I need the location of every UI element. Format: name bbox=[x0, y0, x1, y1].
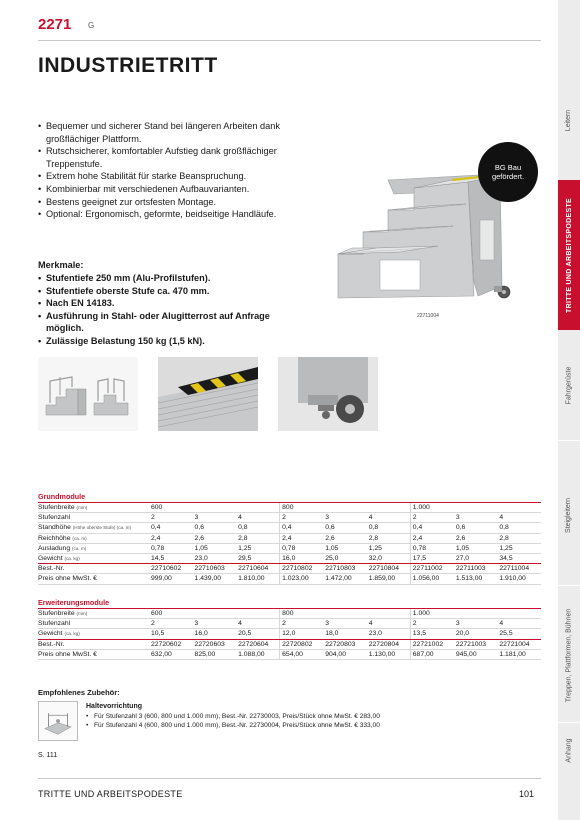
row-label-text: Stufenzahl bbox=[38, 514, 71, 522]
feature-item: • Extrem hohe Stabilität für starke Beanspruchung. bbox=[38, 170, 283, 183]
page-title: INDUSTRIETRITT bbox=[38, 54, 218, 77]
table-row bbox=[38, 523, 541, 533]
table-cell: 3 bbox=[323, 513, 367, 523]
merkmale-heading: Merkmale: bbox=[38, 260, 84, 270]
grundmodule-table bbox=[38, 503, 541, 585]
haltevorrichtung-image bbox=[38, 701, 78, 741]
merkmal-item: • Zulässige Belastung 150 kg (1,5 kN). bbox=[38, 335, 288, 348]
table-cell: 4 bbox=[497, 619, 541, 629]
table-cell: 1.023,00 bbox=[280, 574, 324, 584]
table-cell: 1.810,00 bbox=[236, 574, 280, 584]
table-cell: 4 bbox=[236, 513, 280, 523]
table-cell: 3 bbox=[193, 619, 237, 629]
table-cell: 3 bbox=[323, 619, 367, 629]
table-cell: 4 bbox=[367, 619, 411, 629]
footer-divider bbox=[38, 778, 541, 779]
table-cell: 945,00 bbox=[454, 649, 498, 659]
side-tab-divider bbox=[558, 440, 580, 441]
row-label bbox=[38, 564, 149, 574]
table-cell: 22710803 bbox=[323, 564, 367, 574]
table-cell: 32,0 bbox=[367, 554, 411, 564]
table-cell bbox=[323, 503, 367, 513]
row-label bbox=[38, 639, 149, 649]
table-cell: 18,0 bbox=[323, 629, 367, 639]
side-tab-fahrgerueste[interactable]: Fahrgerüste bbox=[565, 366, 573, 404]
table-cell: 1.130,00 bbox=[367, 649, 411, 659]
table-cell: 12,0 bbox=[280, 629, 324, 639]
table-cell: 2 bbox=[280, 513, 324, 523]
table-cell: 22720802 bbox=[280, 639, 324, 649]
table-cell: 600 bbox=[149, 609, 193, 619]
table-cell: 1.439,00 bbox=[193, 574, 237, 584]
table-row bbox=[38, 503, 541, 513]
table-cell: 0,6 bbox=[323, 523, 367, 533]
table-cell: 16,0 bbox=[193, 629, 237, 639]
table-cell bbox=[497, 609, 541, 619]
side-tab-bar bbox=[558, 0, 580, 820]
table-cell: 14,5 bbox=[149, 554, 193, 564]
row-label-text: Stufenbreite bbox=[38, 504, 75, 511]
page-reference[interactable]: S. 111 bbox=[38, 752, 58, 759]
table-row bbox=[38, 629, 541, 639]
table-cell: 1.000 bbox=[410, 609, 454, 619]
table-cell: 22720604 bbox=[236, 639, 280, 649]
table-cell: 2,4 bbox=[280, 533, 324, 543]
product-image-code: 22711004 bbox=[417, 313, 439, 319]
footer-section: TRITTE UND ARBEITSPODESTE bbox=[38, 789, 183, 799]
table-cell: 22710603 bbox=[193, 564, 237, 574]
table-row bbox=[38, 609, 541, 619]
table-cell: 34,5 bbox=[497, 554, 541, 564]
table-row bbox=[38, 639, 541, 649]
table-cell: 600 bbox=[149, 503, 193, 513]
table-cell: 22721004 bbox=[497, 639, 541, 649]
table-cell: 0,8 bbox=[497, 523, 541, 533]
row-label bbox=[38, 503, 149, 513]
merkmal-item: • Stufentiefe 250 mm (Alu-Profilstufen). bbox=[38, 272, 288, 285]
table-cell: 1.859,00 bbox=[367, 574, 411, 584]
feature-item: • Optional: Ergonomisch, geformte, beidseitige Handläufe. bbox=[38, 208, 283, 221]
row-label bbox=[38, 609, 149, 619]
table-cell: 20,0 bbox=[454, 629, 498, 639]
table-row bbox=[38, 649, 541, 659]
table-cell: 0,4 bbox=[280, 523, 324, 533]
row-label bbox=[38, 523, 149, 533]
table-cell: 0,78 bbox=[410, 543, 454, 553]
row-unit: (ca. m) bbox=[72, 535, 87, 541]
table-cell: 2,8 bbox=[236, 533, 280, 543]
side-tab-divider bbox=[558, 722, 580, 723]
erweiterungsmodule-table-section bbox=[38, 598, 541, 660]
thumbnail-combination-variants bbox=[38, 357, 138, 431]
table-cell: 2,8 bbox=[367, 533, 411, 543]
row-label bbox=[38, 574, 149, 584]
table-cell: 3 bbox=[454, 513, 498, 523]
table-row bbox=[38, 513, 541, 523]
thumbnail-step-profile-detail bbox=[158, 357, 258, 431]
side-tab-leitern[interactable]: Leitern bbox=[565, 109, 573, 131]
row-label bbox=[38, 533, 149, 543]
table-cell: 2 bbox=[280, 619, 324, 629]
table-cell: 2,8 bbox=[497, 533, 541, 543]
table-cell: 3 bbox=[193, 513, 237, 523]
table-cell: 632,00 bbox=[149, 649, 193, 659]
feature-item: • Rutschsicherer, komfortabler Aufstieg dank großflächiger Treppenstufe. bbox=[38, 145, 283, 170]
side-tab-anhang[interactable]: Anhang bbox=[565, 737, 573, 763]
table-cell: 2 bbox=[410, 513, 454, 523]
table-cell: 16,0 bbox=[280, 554, 324, 564]
table-cell bbox=[236, 609, 280, 619]
row-label-text: Standhöhe bbox=[38, 524, 71, 532]
table-cell: 800 bbox=[280, 503, 324, 513]
catalog-number: 2271 bbox=[38, 16, 72, 33]
table-cell: 1,25 bbox=[367, 543, 411, 553]
table-cell: 25,5 bbox=[497, 629, 541, 639]
table-cell: 1,05 bbox=[454, 543, 498, 553]
table-cell: 4 bbox=[367, 513, 411, 523]
row-unit: (mm) bbox=[76, 505, 88, 510]
table-cell: 22720804 bbox=[367, 639, 411, 649]
row-unit: (ca. kg) bbox=[64, 631, 80, 637]
row-label bbox=[38, 543, 149, 553]
row-label-text: Stufenbreite bbox=[38, 610, 75, 617]
table-cell: 0,6 bbox=[454, 523, 498, 533]
accessory-name: Haltevorrichtung bbox=[86, 703, 143, 710]
table-cell: 2,6 bbox=[454, 533, 498, 543]
table-row bbox=[38, 543, 541, 553]
row-unit: (Höhe oberste Stufe) (ca. m) bbox=[72, 525, 131, 531]
table-cell: 825,00 bbox=[193, 649, 237, 659]
erweiterungsmodule-heading: Erweiterungsmodule bbox=[38, 598, 110, 607]
table-cell: 22711003 bbox=[454, 564, 498, 574]
table-cell: 1,25 bbox=[236, 543, 280, 553]
table-cell: 1.513,00 bbox=[454, 574, 498, 584]
table-cell: 22720603 bbox=[193, 639, 237, 649]
table-cell: 2 bbox=[149, 619, 193, 629]
table-cell: 687,00 bbox=[410, 649, 454, 659]
table-cell: 0,78 bbox=[280, 543, 324, 553]
erweiterungsmodule-table bbox=[38, 609, 541, 660]
accessory-item: • Für Stufenzahl 4 (600, 800 und 1.000 mm), Best.-Nr. 22730004, Preis/Stück ohne MwSt. € 333,00 bbox=[86, 721, 380, 730]
table-cell: 1,25 bbox=[497, 543, 541, 553]
table-cell: 22721003 bbox=[454, 639, 498, 649]
row-label-text: Reichhöhe bbox=[38, 534, 71, 542]
table-cell: 2,4 bbox=[410, 533, 454, 543]
row-label-text: Stufenzahl bbox=[38, 620, 71, 628]
merkmal-item: • Stufentiefe oberste Stufe ca. 470 mm. bbox=[38, 285, 288, 298]
table-cell bbox=[193, 503, 237, 513]
table-cell: 23,0 bbox=[193, 554, 237, 564]
table-cell: 999,00 bbox=[149, 574, 193, 584]
table-cell: 13,5 bbox=[410, 629, 454, 639]
table-cell: 1.910,00 bbox=[497, 574, 541, 584]
merkmale-list bbox=[38, 272, 288, 348]
header-divider bbox=[38, 40, 541, 41]
row-label bbox=[38, 629, 149, 639]
merkmal-item: • Nach EN 14183. bbox=[38, 297, 288, 310]
table-cell: 904,00 bbox=[323, 649, 367, 659]
row-label-text: Gewicht bbox=[38, 630, 63, 638]
table-cell: 1,05 bbox=[193, 543, 237, 553]
table-cell: 29,5 bbox=[236, 554, 280, 564]
thumbnail-wheel-detail bbox=[278, 357, 378, 431]
row-label-text: Ausladung bbox=[38, 544, 71, 552]
table-cell: 20,5 bbox=[236, 629, 280, 639]
row-label-text: Gewicht bbox=[38, 555, 63, 563]
table-cell bbox=[454, 503, 498, 513]
table-cell: 17,5 bbox=[410, 554, 454, 564]
row-label-text: Preis ohne MwSt. € bbox=[38, 575, 97, 583]
table-cell: 22710802 bbox=[280, 564, 324, 574]
table-cell bbox=[193, 609, 237, 619]
row-unit: (ca. m) bbox=[72, 545, 87, 551]
feature-item: • Kombinierbar mit verschiedenen Aufbauvarianten. bbox=[38, 183, 283, 196]
table-row bbox=[38, 619, 541, 629]
row-label bbox=[38, 649, 149, 659]
table-cell: 1,05 bbox=[323, 543, 367, 553]
row-label bbox=[38, 554, 149, 564]
side-tab-treppen[interactable]: Treppen, Plattformen, Bühnen bbox=[565, 608, 573, 702]
table-cell: 1.000 bbox=[410, 503, 454, 513]
table-cell: 0,4 bbox=[410, 523, 454, 533]
table-cell: 22710804 bbox=[367, 564, 411, 574]
table-cell: 0,6 bbox=[193, 523, 237, 533]
table-cell: 22711004 bbox=[497, 564, 541, 574]
bg-bau-badge: BG Bau gefördert. bbox=[478, 142, 538, 202]
merkmal-item: • Ausführung in Stahl- oder Alugitterrost auf Anfrage möglich. bbox=[38, 310, 288, 335]
table-row bbox=[38, 533, 541, 543]
table-cell bbox=[497, 503, 541, 513]
table-cell: 1.181,00 bbox=[497, 649, 541, 659]
page-number: 101 bbox=[519, 789, 535, 799]
table-cell: 22720803 bbox=[323, 639, 367, 649]
table-cell: 0,78 bbox=[149, 543, 193, 553]
table-cell: 22711002 bbox=[410, 564, 454, 574]
table-cell: 3 bbox=[454, 619, 498, 629]
table-cell: 0,8 bbox=[367, 523, 411, 533]
table-cell: 25,0 bbox=[323, 554, 367, 564]
row-unit: (mm) bbox=[76, 611, 88, 616]
table-cell: 27,0 bbox=[454, 554, 498, 564]
table-row bbox=[38, 564, 541, 574]
table-cell: 2,6 bbox=[323, 533, 367, 543]
accessory-list bbox=[86, 712, 380, 730]
table-cell: 1.056,00 bbox=[410, 574, 454, 584]
table-cell: 0,8 bbox=[236, 523, 280, 533]
row-unit: (ca. kg) bbox=[64, 556, 80, 562]
table-cell: 22710602 bbox=[149, 564, 193, 574]
accessory-item: • Für Stufenzahl 3 (600, 800 und 1.000 mm), Best.-Nr. 22730003, Preis/Stück ohne MwSt. € 283,00 bbox=[86, 712, 380, 721]
table-row bbox=[38, 554, 541, 564]
table-cell: 4 bbox=[497, 513, 541, 523]
catalog-letter: G bbox=[88, 21, 95, 30]
table-cell bbox=[367, 609, 411, 619]
side-tab-divider bbox=[558, 585, 580, 586]
row-label-text: Preis ohne MwSt. € bbox=[38, 650, 97, 658]
accessories-heading: Empfohlenes Zubehör: bbox=[38, 688, 120, 697]
row-label bbox=[38, 619, 149, 629]
grundmodule-heading: Grundmodule bbox=[38, 492, 86, 501]
table-cell: 23,0 bbox=[367, 629, 411, 639]
table-cell bbox=[454, 609, 498, 619]
table-cell: 1.088,00 bbox=[236, 649, 280, 659]
table-cell bbox=[323, 609, 367, 619]
table-cell: 4 bbox=[236, 619, 280, 629]
grundmodule-table-section bbox=[38, 492, 541, 585]
feature-item: • Bestens geeignet zur ortsfesten Montage. bbox=[38, 196, 283, 209]
table-cell: 22720602 bbox=[149, 639, 193, 649]
table-cell: 654,00 bbox=[280, 649, 324, 659]
table-cell: 2,6 bbox=[193, 533, 237, 543]
table-cell: 2 bbox=[410, 619, 454, 629]
table-cell bbox=[367, 503, 411, 513]
table-cell: 10,5 bbox=[149, 629, 193, 639]
table-cell: 22721002 bbox=[410, 639, 454, 649]
table-cell: 800 bbox=[280, 609, 324, 619]
row-label-text: Best.-Nr. bbox=[38, 565, 65, 573]
side-tab-steigleitern[interactable]: Steigleitern bbox=[565, 497, 573, 533]
table-cell: 1.472,00 bbox=[323, 574, 367, 584]
side-tab-tritte-active[interactable]: TRITTE UND ARBEITSPODESTE bbox=[558, 180, 580, 330]
table-cell: 2 bbox=[149, 513, 193, 523]
table-cell: 22710604 bbox=[236, 564, 280, 574]
row-label-text: Best.-Nr. bbox=[38, 640, 65, 648]
table-cell: 2,4 bbox=[149, 533, 193, 543]
table-cell: 0,4 bbox=[149, 523, 193, 533]
row-label bbox=[38, 513, 149, 523]
table-row bbox=[38, 574, 541, 584]
table-cell bbox=[236, 503, 280, 513]
feature-list bbox=[38, 120, 283, 221]
feature-item: • Bequemer und sicherer Stand bei längeren Arbeiten dank großflächiger Plattform. bbox=[38, 120, 283, 145]
